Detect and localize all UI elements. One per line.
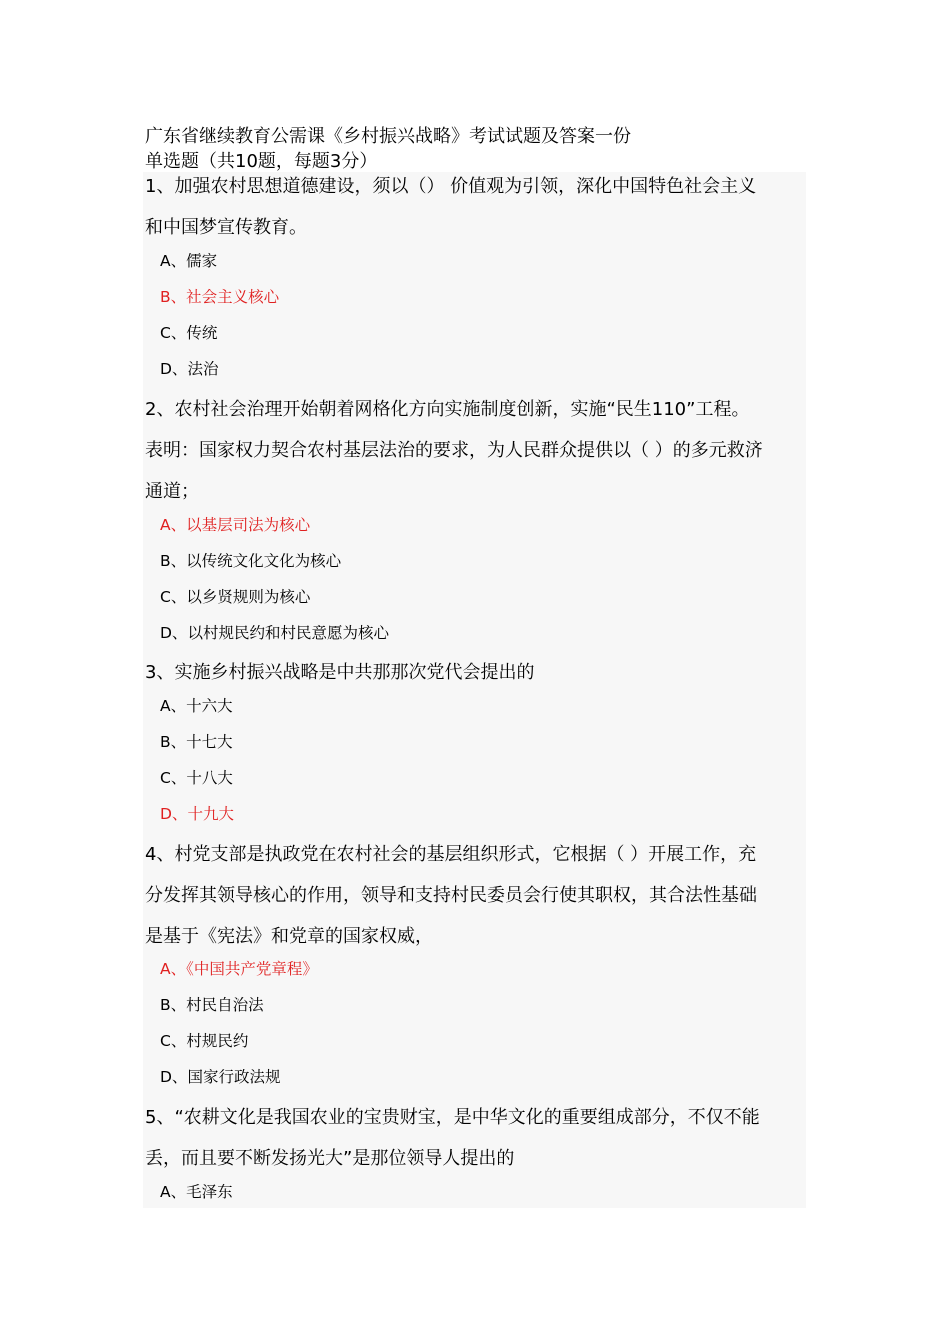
- document-title: 广东省继续教育公需课《乡村振兴战略》考试试题及答案一份: [145, 126, 631, 147]
- question-2-option-a-correct: A、以基层司法为核心: [160, 516, 311, 534]
- question-3-option-b: B、十七大: [160, 733, 233, 751]
- question-4-line-3: 是基于《宪法》和党章的国家权威，: [145, 926, 433, 947]
- question-4-option-b: B、村民自治法: [160, 996, 264, 1014]
- question-4-option-a-correct: A、《中国共产党章程》: [160, 960, 318, 978]
- question-2-option-d: D、以村规民约和村民意愿为核心: [160, 624, 389, 642]
- question-2-line-2: 表明：国家权力契合农村基层法治的要求，为人民群众提供以（ ）的多元救济: [145, 440, 763, 461]
- question-1-option-b-correct: B、社会主义核心: [160, 288, 280, 306]
- question-5-line-1: 5、“农耕文化是我国农业的宝贵财宝，是中华文化的重要组成部分，不仅不能: [145, 1107, 760, 1128]
- question-4-line-2: 分发挥其领导核心的作用，领导和支持村民委员会行使其职权，其合法性基础: [145, 885, 757, 906]
- question-2-option-c: C、以乡贤规则为核心: [160, 588, 311, 606]
- question-1-line-1: 1、加强农村思想道德建设，须以（） 价值观为引领，深化中国特色社会主义: [145, 176, 757, 197]
- question-3-option-c: C、十八大: [160, 769, 233, 787]
- question-1-option-a: A、儒家: [160, 252, 218, 270]
- question-2-line-1: 2、农村社会治理开始朝着网格化方向实施制度创新，实施“民生110”工程。: [145, 399, 750, 420]
- question-5-line-2: 丢，而且要不断发扬光大”是那位领导人提出的: [145, 1148, 515, 1169]
- question-4-option-d: D、国家行政法规: [160, 1068, 281, 1086]
- question-5-option-a: A、毛泽东: [160, 1183, 233, 1201]
- question-2-line-3: 通道；: [145, 481, 199, 502]
- question-3-line-1: 3、实施乡村振兴战略是中共那那次党代会提出的: [145, 662, 535, 683]
- question-2-option-b: B、以传统文化文化为核心: [160, 552, 342, 570]
- question-1-option-d: D、法治: [160, 360, 219, 378]
- question-4-line-1: 4、村党支部是执政党在农村社会的基层组织形式，它根据（ ）开展工作，充: [145, 844, 757, 865]
- question-4-option-c: C、村规民约: [160, 1032, 249, 1050]
- question-1-option-c: C、传统: [160, 324, 218, 342]
- question-1-line-2: 和中国梦宣传教育。: [145, 217, 307, 238]
- question-3-option-d-correct: D、十九大: [160, 805, 234, 823]
- question-3-option-a: A、十六大: [160, 697, 233, 715]
- section-heading: 单选题（共10题，每题3分）: [145, 151, 378, 172]
